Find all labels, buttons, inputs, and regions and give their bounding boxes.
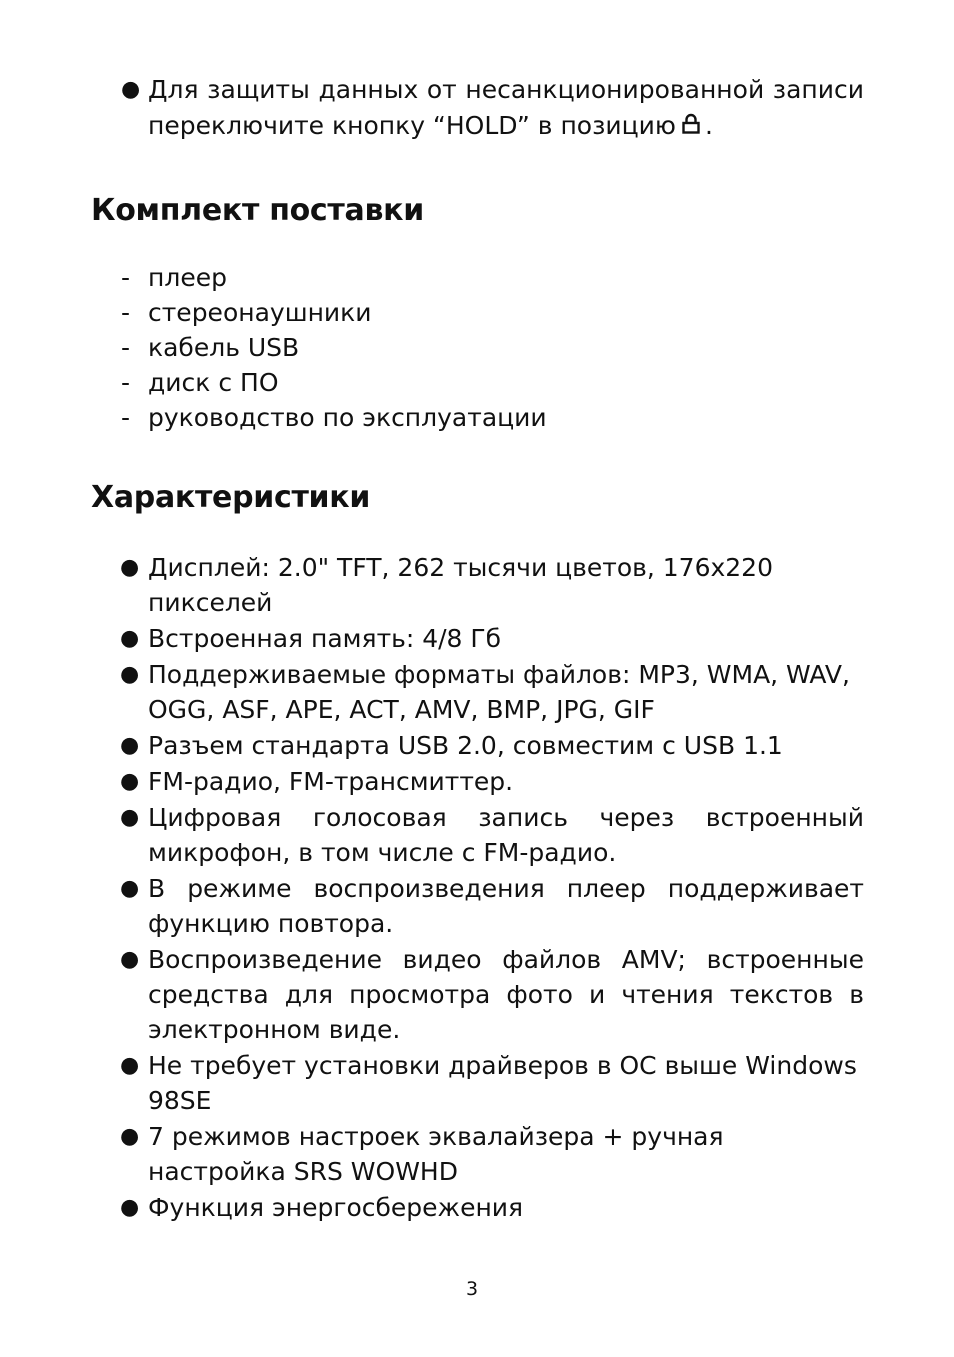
spec-item-text: 7 режимов настроек эквалайзера + ручная настройка SRS WOWHD xyxy=(148,1122,724,1186)
spec-item xyxy=(120,764,864,799)
bullet: ● xyxy=(120,805,140,830)
kit-item-text: диск с ПО xyxy=(148,368,279,397)
kit-list xyxy=(121,260,547,435)
bullet: ● xyxy=(120,733,140,758)
kit-heading: Комплект поставки xyxy=(91,193,424,228)
hold-instruction-body: Для защиты данных от несанкционированной записи переключите кнопку “HOLD” в позицию xyxy=(148,75,864,140)
specs-heading: Характеристики xyxy=(91,480,371,515)
bullet: ● xyxy=(120,876,140,901)
spec-item-text: Функция энергосбережения xyxy=(148,1193,524,1222)
spec-item-text: Разъем стандарта USB 2.0, совместим с USB 1.1 xyxy=(148,731,783,760)
page-number: 3 xyxy=(465,1278,479,1300)
kit-item-text: руководство по эксплуатации xyxy=(148,403,547,432)
dash-marker: - xyxy=(121,403,131,432)
bullet: ● xyxy=(120,1053,140,1078)
bullet: ● xyxy=(121,77,141,102)
dash-marker: - xyxy=(121,368,131,397)
dash-marker: - xyxy=(121,333,131,362)
hold-instruction-text xyxy=(148,72,864,144)
hold-instruction xyxy=(121,72,864,144)
spec-item-text: Воспроизведение видео файлов AMV; встроенные средства для просмотра фото и чтения текстов в электронном виде. xyxy=(148,945,864,1044)
spec-item xyxy=(120,942,864,1047)
spec-item xyxy=(120,1119,864,1189)
dash-marker: - xyxy=(121,263,131,292)
spec-item-text: Цифровая голосовая запись через встроенный микрофон, в том числе с FM-радио. xyxy=(148,803,864,867)
spec-item-text: Не требует установки драйверов в ОС выше Windows 98SE xyxy=(148,1051,857,1115)
kit-item-text: кабель USB xyxy=(148,333,300,362)
kit-item xyxy=(121,295,547,330)
kit-item xyxy=(121,260,547,295)
spec-item xyxy=(120,871,864,941)
dash-marker: - xyxy=(121,298,131,327)
bullet: ● xyxy=(120,1124,140,1149)
spec-item xyxy=(120,621,864,656)
bullet: ● xyxy=(120,947,140,972)
spec-item xyxy=(120,1048,864,1118)
spec-item xyxy=(120,728,864,763)
kit-item xyxy=(121,400,547,435)
kit-item xyxy=(121,330,547,365)
spec-item xyxy=(120,1190,864,1225)
hold-instruction-period: . xyxy=(704,111,713,140)
spec-item-text: Поддерживаемые форматы файлов: MP3, WMA, WAV, OGG, ASF, APE, ACT, AMV, BMP, JPG, GIF xyxy=(148,660,850,724)
kit-item-text: стереонаушники xyxy=(148,298,372,327)
bullet: ● xyxy=(120,1195,140,1220)
kit-item xyxy=(121,365,547,400)
spec-item xyxy=(120,800,864,870)
spec-item xyxy=(120,550,864,620)
bullet: ● xyxy=(120,626,140,651)
specs-list xyxy=(120,550,864,1226)
spec-item-text: Дисплей: 2.0" TFT, 262 тысячи цветов, 176x220 пикселей xyxy=(148,553,773,617)
bullet: ● xyxy=(120,662,140,687)
spec-item-text: Встроенная память: 4/8 Гб xyxy=(148,624,502,653)
lock-icon xyxy=(680,109,702,131)
spec-item-text: FM-радио, FM-трансмиттер. xyxy=(148,767,514,796)
spec-item xyxy=(120,657,864,727)
bullet: ● xyxy=(120,555,140,580)
spec-item-text: В режиме воспроизведения плеер поддерживает функцию повтора. xyxy=(148,874,864,938)
bullet: ● xyxy=(120,769,140,794)
kit-item-text: плеер xyxy=(148,263,227,292)
